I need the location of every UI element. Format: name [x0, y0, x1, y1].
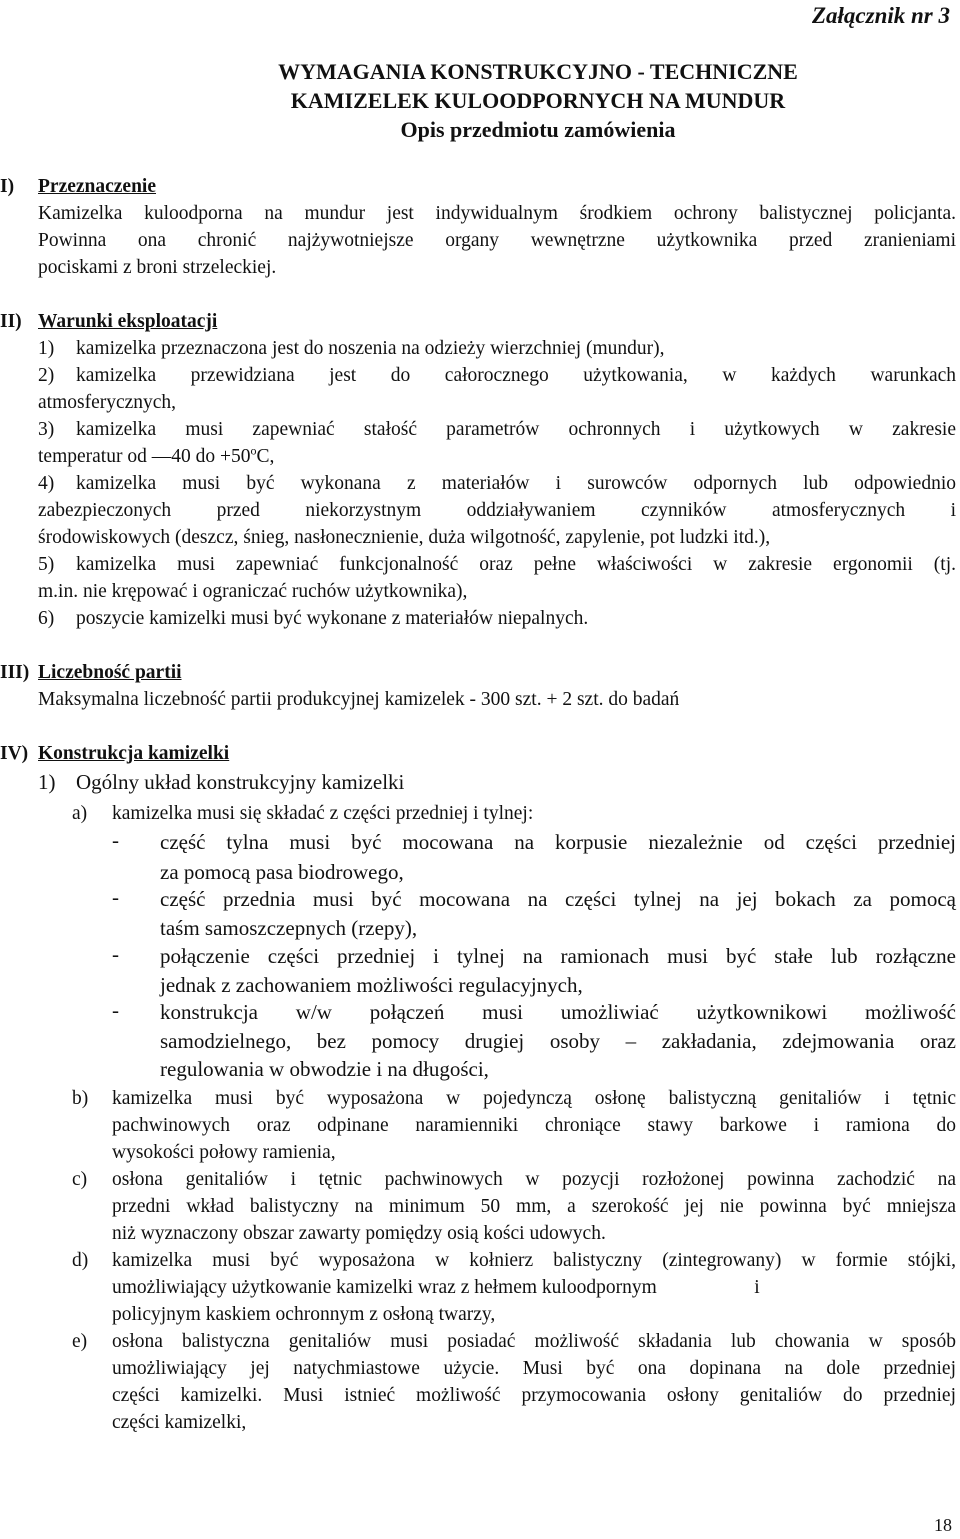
- dash-item-text: jednak z zachowaniem możliwości regulacyjnych,: [160, 973, 583, 997]
- dash-marker: -: [112, 998, 119, 1022]
- dash-item-text: połączenie części przedniej i tylnej na ramionach musi być stałe lub rozłączne: [160, 944, 956, 968]
- list-item-text: części kamizelki. Musi istnieć możliwość przymocowania osłony genitaliów do przedniej: [112, 1385, 956, 1406]
- paragraph-line: Maksymalna liczebność partii produkcyjnej kamizelek - 300 szt. + 2 szt. do badań: [38, 689, 680, 710]
- section-heading: Warunki eksploatacji: [38, 311, 218, 332]
- dash-marker: -: [112, 885, 119, 909]
- list-item-number: 3): [38, 419, 55, 440]
- list-item-text: przedni wkład balistyczny na minimum 50 mm, a szerokość jej nie powinna być mniejsza: [112, 1196, 956, 1217]
- section-number: IV): [0, 743, 29, 764]
- list-item-letter: c): [72, 1169, 88, 1190]
- list-item-letter: a): [72, 803, 88, 824]
- section-number: II): [0, 311, 22, 332]
- list-item-text: kamizelka musi być wyposażona w kołnierz balistyczny (zintegrowany) w formie stójki,: [112, 1250, 956, 1271]
- section-number: III): [0, 662, 30, 683]
- list-item-letter: b): [72, 1088, 89, 1109]
- list-item-text: zabezpieczonych przed niekorzystnym oddziaływaniem czynników atmosferycznych i: [38, 500, 956, 521]
- list-item-number: 4): [38, 473, 55, 494]
- dash-item-text: za pomocą pasa biodrowego,: [160, 860, 404, 884]
- list-item-letter: d): [72, 1250, 89, 1271]
- paragraph-line: pociskami z broni strzeleckiej.: [38, 257, 277, 278]
- list-item-text: m.in. nie krępować i ograniczać ruchów użytkownika),: [38, 581, 468, 602]
- list-item-letter: e): [72, 1331, 88, 1352]
- list-item-number: 2): [38, 365, 55, 386]
- page-number: 18: [934, 1515, 952, 1535]
- section-heading: Konstrukcja kamizelki: [38, 743, 230, 764]
- document-subtitle: Opis przedmiotu zamówienia: [400, 117, 676, 142]
- dash-item-text: konstrukcja w/w połączeń musi umożliwiać użytkownikowi możliwość: [160, 1000, 956, 1024]
- dash-item-text: część przednia musi być mocowana na części tylnej na jej bokach za pomocą: [160, 887, 956, 911]
- list-item-text: środowiskowych (deszcz, śnieg, nasłonecznienie, duża wilgotność, zapylenie, pot ludzki itd.),: [38, 527, 771, 548]
- list-item-text: umożliwiający użytkowanie kamizelki wraz z hełmem kuloodpornym i: [112, 1277, 760, 1298]
- list-item-text: umożliwiający jej natychmiastowe użycie. Musi być ona dopinana na dole przedniej: [112, 1358, 956, 1379]
- list-item-text: niż wyznaczony obszar zawarty pomiędzy osią kości udowych.: [112, 1223, 606, 1244]
- document-title-line-1: WYMAGANIA KONSTRUKCYJNO - TECHNICZNE: [278, 59, 798, 84]
- list-item-text: wysokości połowy ramienia,: [112, 1142, 336, 1163]
- subsection-number: 1): [38, 770, 56, 794]
- dash-item-text: część tylna musi być mocowana na korpusie niezależnie od części przedniej: [160, 830, 956, 854]
- list-item-text: pachwinowych oraz odpinane naramienniki chroniące stawy barkowe i ramiona do: [112, 1115, 956, 1136]
- dash-item-text: taśm samoszczepnych (rzepy),: [160, 916, 418, 940]
- list-item-text: kamizelka musi się składać z części przedniej i tylnej:: [112, 803, 534, 824]
- paragraph-line: Kamizelka kuloodporna na mundur jest indywidualnym środkiem ochrony balistycznej policjanta.: [38, 203, 956, 224]
- dash-item-text: regulowania w obwodzie i na długości,: [160, 1057, 489, 1081]
- attachment-label: Załącznik nr 3: [811, 3, 950, 28]
- list-item-text: osłona balistyczna genitaliów musi posiadać możliwość składania lub chowania w sposób: [112, 1331, 956, 1352]
- dash-marker: -: [112, 942, 119, 966]
- list-item-number: 1): [38, 338, 55, 359]
- list-item-text: kamizelka przeznaczona jest do noszenia na odzieży wierzchniej (mundur),: [76, 338, 665, 359]
- dash-marker: -: [112, 828, 119, 852]
- document-title-line-2: KAMIZELEK KULOODPORNYCH NA MUNDUR: [290, 88, 786, 113]
- section-number: I): [0, 176, 15, 197]
- list-item-text: osłona genitaliów i tętnic pachwinowych w pozycji rozłożonej powinna zachodzić na: [112, 1169, 956, 1190]
- list-item-number: 5): [38, 554, 55, 575]
- list-item-text: kamizelka musi być wykonana z materiałów i surowców odpornych lub odpowiednio: [76, 473, 956, 494]
- list-item-text: kamizelka musi być wyposażona w pojedynczą osłonę balistyczną genitaliów i tętnic: [112, 1088, 956, 1109]
- temperature-range-text: temperatur od —40 do $+50^oC$,: [38, 443, 275, 467]
- list-item-text: policyjnym kaskiem ochronnym z osłoną twarzy,: [112, 1304, 496, 1325]
- list-item-number: 6): [38, 608, 55, 629]
- dash-item-text: samodzielnego, bez pomocy drugiej osoby – zakładania, zdejmowania oraz: [160, 1029, 956, 1053]
- subsection-heading: Ogólny układ konstrukcyjny kamizelki: [76, 770, 405, 794]
- list-item-text: kamizelka musi zapewniać funkcjonalność oraz pełne właściwości w zakresie ergonomii (tj.: [76, 554, 956, 575]
- list-item-text: części kamizelki,: [112, 1412, 247, 1433]
- paragraph-line: Powinna ona chronić najżywotniejsze organy wewnętrzne użytkownika przed zranieniami: [38, 230, 956, 251]
- list-item-text: kamizelka musi zapewniać stałość parametrów ochronnych i użytkowych w zakresie: [76, 419, 956, 440]
- list-item-text: kamizelka przewidziana jest do całorocznego użytkowania, w każdych warunkach: [76, 365, 956, 386]
- section-heading: Przeznaczenie: [38, 176, 157, 197]
- list-item-text: poszycie kamizelki musi być wykonane z materiałów niepalnych.: [76, 608, 589, 629]
- section-heading: Liczebność partii: [38, 662, 182, 683]
- list-item-text: atmosferycznych,: [38, 392, 177, 413]
